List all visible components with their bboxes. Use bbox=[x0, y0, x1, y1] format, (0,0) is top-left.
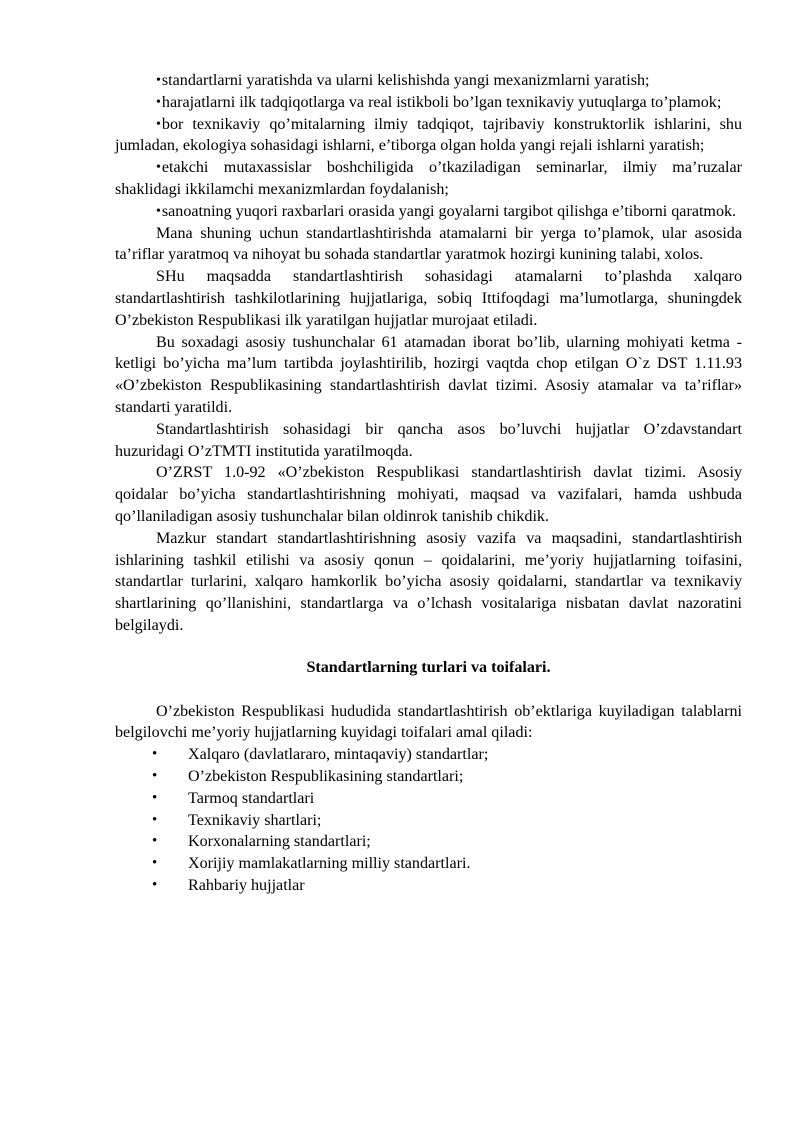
bullet-icon: • bbox=[152, 746, 158, 763]
bullet-icon: • bbox=[152, 767, 158, 784]
list-item-text: Xalqaro (davlatlararo, mintaqaviy) standartlar; bbox=[188, 746, 489, 764]
bullet-icon: • bbox=[152, 789, 158, 806]
bullet-text: harajatlarni ilk tadqiqotlarga va real istikboli bo’lgan texnikaviy yutuqlarga to’plamok; bbox=[161, 93, 722, 111]
list-item-text: Korxonalarning standartlari; bbox=[188, 833, 371, 851]
bullet-icon: • bbox=[152, 855, 158, 872]
bullet-paragraph bbox=[115, 157, 742, 201]
list-item bbox=[115, 788, 742, 810]
body-paragraph: Mana shuning uchun standartlashtirishda atamalarni bir yerga to’plamok, ular asosida ta’riflar yaratmoq va nihoyat bu sohada standartlar yaratmok hozirgi kunining talabi, xolos. bbox=[115, 224, 742, 264]
list-item-text: Xorijiy mamlakatlarning milliy standartlari. bbox=[188, 855, 471, 873]
bullet-text: etakchi mutaxassislar boshchiligida o’tkaziladigan seminarlar, ilmiy ma’ruzalar shaklidagi ikkilamchi mexanizmlardan foydalanish; bbox=[115, 159, 742, 198]
bullet-icon: • bbox=[152, 876, 158, 893]
body-paragraph: Mazkur standart standartlashtirishning asosiy vazifa va maqsadini, standartlashtirish ishlarining tashkil etilishi va asosiy qonun – qoidalarini, me’yoriy hujjatlarning toifasini, standartlar turlarini, xalqaro hamkorlik bo’yicha asosiy qoidalarni, standartlar va texnikaviy shartlarining qo’llanishini, standartlarga va o’lchash vositalariga nisbatan davlat nazoratini belgilaydi. bbox=[115, 529, 742, 634]
bullet-icon: • bbox=[152, 811, 158, 828]
list-item bbox=[115, 744, 742, 766]
list-item-text: Tarmoq standartlari bbox=[188, 789, 315, 807]
bullet-text: sanoatning yuqori raxbarlari orasida yangi goyalarni targibot qilishga e’tiborni qaratmok. bbox=[161, 202, 737, 220]
bullet-icon: • bbox=[156, 73, 161, 88]
bullet-icon: • bbox=[156, 203, 161, 219]
bullet-text: bor texnikaviy qo’mitalarning ilmiy tadqiqot, tajribaviy konstruktorlik ishlarini, shu jumladan, ekologiya sohasidagi ishlarni, e’tiborga olgan holda yangi rejali ishlarni yaratish; bbox=[115, 115, 742, 155]
list-item-text: Texnikaviy shartlari; bbox=[188, 811, 322, 829]
bullet-paragraph bbox=[115, 201, 742, 223]
body-paragraph: O’ZRST 1.0-92 «O’zbekiston Respublikasi standartlashtirish davlat tizimi. Asosiy qoidalar bo’yicha standartlashtirishning mohiyati, maqsad va vazifalari, hamda ushbuda qo’llaniladigan asosiy tushunchalar bilan oldinrok tanishib chikdik. bbox=[115, 464, 742, 525]
list-item bbox=[115, 766, 742, 788]
list-item-text: Rahbariy hujjatlar bbox=[188, 876, 305, 894]
intro-paragraph: O’zbekiston Respublikasi hududida standartlashtirish ob’ektlariga kuyiladigan talablarni belgilovchi me’yoriy hujjatlarning kuyidagi toifalari amal qiladi: bbox=[115, 702, 742, 742]
section-heading: Standartlarning turlari va toifalari. bbox=[306, 658, 551, 676]
body-paragraph: Bu soxadagi asosiy tushunchalar 61 atamadan iborat bo’lib, ularning mohiyati ketma - ketligi bo’yicha ma’lum tartibda joylashtirilib, hozirgi vaqtda chop etilgan O`z DST 1.11.93 «O’zbekiston Respublikasining standartlashtirish davlat tizimi. Asosiy atamalar va ta’riflar» standarti yaratildi. bbox=[115, 333, 742, 416]
standards-list bbox=[115, 744, 742, 897]
list-item-text: O’zbekiston Respublikasining standartlari; bbox=[188, 767, 464, 785]
bullet-icon: • bbox=[156, 94, 161, 110]
document-page bbox=[115, 70, 742, 897]
list-item bbox=[115, 810, 742, 832]
bullet-paragraph bbox=[115, 114, 742, 158]
body-paragraph: Standartlashtirish sohasidagi bir qancha asos bo’luvchi hujjatlar O’zdavstandart huzuridagi O’zTMTI institutida yaratilmoqda. bbox=[115, 420, 742, 460]
bullet-icon: • bbox=[156, 116, 161, 132]
bullet-icon: • bbox=[152, 833, 158, 850]
list-item bbox=[115, 831, 742, 853]
bullet-text: standartlarni yaratishda va ularni kelishishda yangi mexanizmlarni yaratish; bbox=[161, 72, 650, 89]
bullet-paragraph bbox=[115, 70, 742, 92]
list-item bbox=[115, 875, 742, 897]
bullet-icon: • bbox=[156, 160, 161, 176]
body-paragraph: SHu maqsadda standartlashtirish sohasidagi atamalarni to’plashda xalqaro standartlashtirish tashkilotlarining hujjatlariga, sobiq Ittifoqdagi ma’lumotlarga, shuningdek O’zbekiston Respublikasi ilk yaratilgan hujjatlar murojaat etiladi. bbox=[115, 268, 742, 329]
list-item bbox=[115, 853, 742, 875]
bullet-paragraph bbox=[115, 92, 742, 114]
